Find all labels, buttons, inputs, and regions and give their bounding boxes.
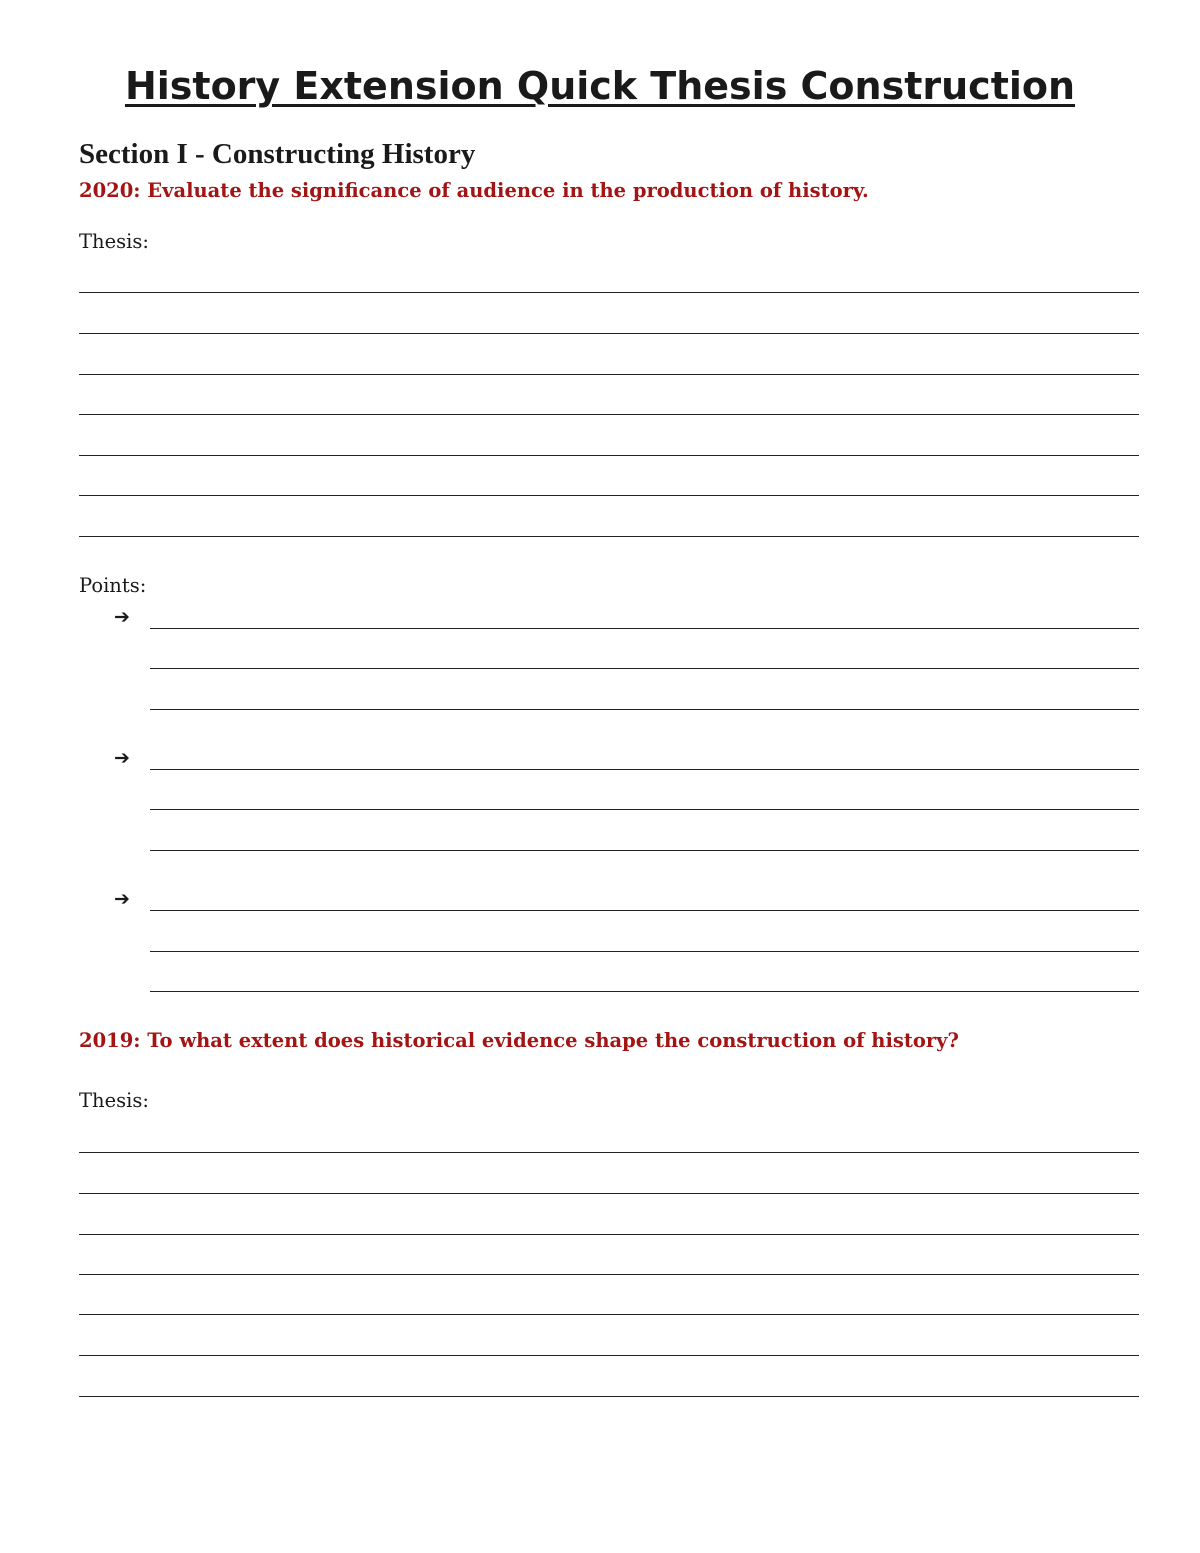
point-2-line-3[interactable] <box>150 850 1139 851</box>
arrow-right-icon: ➔ <box>114 747 130 769</box>
point-1-line-3[interactable] <box>150 709 1139 710</box>
page-title: History Extension Quick Thesis Construction <box>124 64 1076 108</box>
section-heading: Section I - Constructing History <box>79 138 476 170</box>
thesis-line-2019-3[interactable] <box>79 1234 1139 1235</box>
thesis-line-2020-7[interactable] <box>79 536 1139 537</box>
point-2-line-1[interactable] <box>150 769 1139 770</box>
point-3-line-2[interactable] <box>150 951 1139 952</box>
arrow-right-icon: ➔ <box>114 606 130 628</box>
point-3-line-3[interactable] <box>150 991 1139 992</box>
arrow-right-icon: ➔ <box>114 888 130 910</box>
thesis-line-2019-4[interactable] <box>79 1274 1139 1275</box>
point-3-line-1[interactable] <box>150 910 1139 911</box>
thesis-line-2020-1[interactable] <box>79 292 1139 293</box>
thesis-line-2020-3[interactable] <box>79 374 1139 375</box>
thesis-label-2020: Thesis: <box>79 230 149 253</box>
point-2-line-2[interactable] <box>150 809 1139 810</box>
thesis-line-2020-2[interactable] <box>79 333 1139 334</box>
thesis-line-2019-7[interactable] <box>79 1396 1139 1397</box>
thesis-line-2019-6[interactable] <box>79 1355 1139 1356</box>
question-2020-prompt: 2020: Evaluate the significance of audience in the production of history. <box>79 179 869 202</box>
thesis-line-2019-2[interactable] <box>79 1193 1139 1194</box>
thesis-line-2019-1[interactable] <box>79 1152 1139 1153</box>
thesis-line-2020-6[interactable] <box>79 495 1139 496</box>
thesis-line-2020-5[interactable] <box>79 455 1139 456</box>
points-label-2020: Points: <box>79 574 147 597</box>
point-1-line-1[interactable] <box>150 628 1139 629</box>
thesis-label-2019: Thesis: <box>79 1089 149 1112</box>
point-1-line-2[interactable] <box>150 668 1139 669</box>
question-2019-prompt: 2019: To what extent does historical evidence shape the construction of history? <box>79 1029 959 1052</box>
thesis-line-2019-5[interactable] <box>79 1314 1139 1315</box>
thesis-line-2020-4[interactable] <box>79 414 1139 415</box>
